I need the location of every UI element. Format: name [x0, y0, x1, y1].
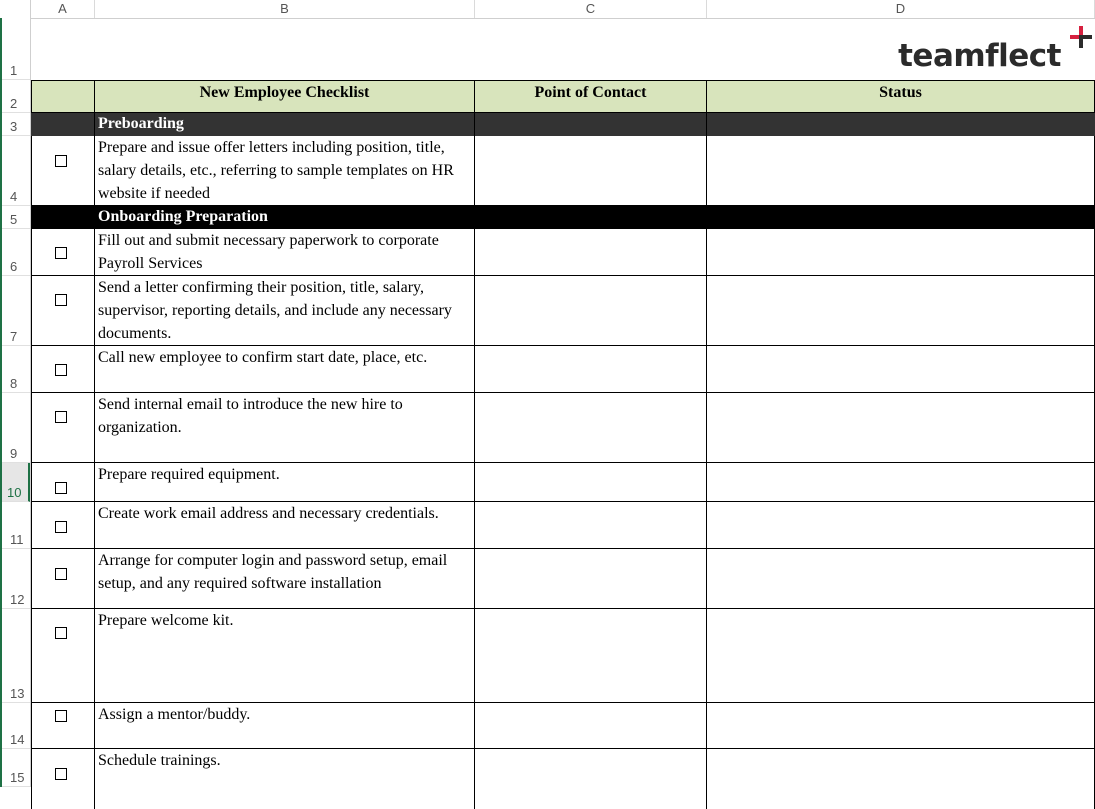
task-row — [31, 346, 1095, 393]
row-header-6[interactable]: 6 — [0, 229, 30, 276]
task-text[interactable]: Send internal email to introduce the new hire to organization. — [95, 393, 475, 463]
task-text[interactable]: Fill out and submit necessary paperwork to corporate Payroll Services — [95, 229, 475, 276]
status-cell[interactable] — [707, 749, 1095, 809]
checkbox-cell[interactable] — [31, 749, 95, 809]
task-text[interactable]: Prepare welcome kit. — [95, 609, 475, 703]
point-of-contact-cell[interactable] — [475, 549, 707, 609]
point-of-contact-cell[interactable] — [475, 502, 707, 549]
status-cell[interactable] — [707, 703, 1095, 749]
row-header-13[interactable]: 13 — [0, 609, 30, 703]
row-header-3[interactable]: 3 — [0, 113, 30, 136]
status-cell[interactable] — [707, 463, 1095, 502]
checkbox-icon[interactable] — [55, 364, 67, 376]
checkbox-icon[interactable] — [55, 247, 67, 259]
checkbox-cell[interactable] — [31, 549, 95, 609]
task-text[interactable]: Prepare required equipment. — [95, 463, 475, 502]
point-of-contact-cell[interactable] — [475, 749, 707, 809]
point-of-contact-cell[interactable] — [475, 346, 707, 393]
status-cell[interactable] — [707, 276, 1095, 346]
row-header-8[interactable]: 8 — [0, 346, 30, 393]
row-header-11[interactable]: 11 — [0, 502, 30, 549]
row-header-1[interactable]: 1 — [0, 18, 30, 80]
window-left-edge — [0, 18, 2, 787]
checkbox-icon[interactable] — [55, 627, 67, 639]
task-text[interactable]: Prepare and issue offer letters including position, title, salary details, etc., referring to sample templates on HR website if needed — [95, 136, 475, 206]
column-header-bar — [0, 0, 1095, 19]
status-cell[interactable] — [707, 502, 1095, 549]
checkbox-cell[interactable] — [31, 393, 95, 463]
task-row — [31, 749, 1095, 809]
header-cell-a[interactable] — [31, 80, 95, 113]
row-header-10[interactable]: 10 — [0, 463, 30, 502]
checkbox-cell[interactable] — [31, 229, 95, 276]
column-header-b[interactable]: B — [95, 0, 475, 18]
task-row — [31, 393, 1095, 463]
checkbox-icon[interactable] — [55, 155, 67, 167]
point-of-contact-cell[interactable] — [475, 276, 707, 346]
row-header-12[interactable]: 12 — [0, 549, 30, 609]
row-header-bar — [0, 18, 31, 787]
point-of-contact-cell[interactable] — [475, 609, 707, 703]
checkbox-cell[interactable] — [31, 609, 95, 703]
header-status[interactable]: Status — [707, 80, 1095, 113]
point-of-contact-cell[interactable] — [475, 229, 707, 276]
row-header-4[interactable]: 4 — [0, 136, 30, 206]
point-of-contact-cell[interactable] — [475, 703, 707, 749]
section-title-preboarding[interactable]: Preboarding — [95, 113, 475, 136]
row-header-9[interactable]: 9 — [0, 393, 30, 463]
section-cell-c[interactable] — [475, 113, 707, 136]
task-text[interactable]: Assign a mentor/buddy. — [95, 703, 475, 749]
checkbox-cell[interactable] — [31, 136, 95, 206]
section-row-onboarding-preparation — [31, 206, 1095, 229]
checkbox-icon[interactable] — [55, 710, 67, 722]
row-header-15[interactable]: 15 — [0, 749, 30, 787]
point-of-contact-cell[interactable] — [475, 393, 707, 463]
checkbox-icon[interactable] — [55, 768, 67, 780]
header-point-of-contact[interactable]: Point of Contact — [475, 80, 707, 113]
task-text[interactable]: Send a letter confirming their position, title, salary, supervisor, reporting details, and include any necessary documents. — [95, 276, 475, 346]
task-row — [31, 463, 1095, 502]
checkbox-icon[interactable] — [55, 411, 67, 423]
checkbox-cell[interactable] — [31, 463, 95, 502]
task-row — [31, 229, 1095, 276]
checkbox-cell[interactable] — [31, 346, 95, 393]
teamflect-logo: teamflect — [898, 38, 1061, 74]
logo-plus-icon — [1070, 26, 1092, 48]
checkbox-icon[interactable] — [55, 568, 67, 580]
status-cell[interactable] — [707, 229, 1095, 276]
spreadsheet-grid — [31, 18, 1095, 787]
status-cell[interactable] — [707, 393, 1095, 463]
task-row — [31, 502, 1095, 549]
checkbox-cell[interactable] — [31, 703, 95, 749]
point-of-contact-cell[interactable] — [475, 136, 707, 206]
column-header-a[interactable]: A — [31, 0, 95, 18]
status-cell[interactable] — [707, 609, 1095, 703]
section-cell-c[interactable] — [475, 206, 707, 229]
task-text[interactable]: Arrange for computer login and password setup, email setup, and any required software installation — [95, 549, 475, 609]
row-header-14[interactable]: 14 — [0, 703, 30, 749]
task-row — [31, 703, 1095, 749]
row-header-2[interactable]: 2 — [0, 80, 30, 113]
checkbox-icon[interactable] — [55, 294, 67, 306]
task-text[interactable]: Create work email address and necessary credentials. — [95, 502, 475, 549]
section-cell-a[interactable] — [31, 113, 95, 136]
checkbox-cell[interactable] — [31, 502, 95, 549]
column-header-d[interactable]: D — [707, 0, 1095, 18]
task-row — [31, 549, 1095, 609]
checkbox-icon[interactable] — [55, 521, 67, 533]
header-checklist[interactable]: New Employee Checklist — [95, 80, 475, 113]
row-header-7[interactable]: 7 — [0, 276, 30, 346]
row-header-5[interactable]: 5 — [0, 206, 30, 229]
section-title-onboarding-preparation[interactable]: Onboarding Preparation — [98, 208, 268, 225]
status-cell[interactable] — [707, 346, 1095, 393]
column-header-c[interactable]: C — [475, 0, 707, 18]
point-of-contact-cell[interactable] — [475, 463, 707, 502]
section-cell-d[interactable] — [707, 113, 1095, 136]
status-cell[interactable] — [707, 136, 1095, 206]
task-row — [31, 136, 1095, 206]
status-cell[interactable] — [707, 549, 1095, 609]
checkbox-cell[interactable] — [31, 276, 95, 346]
task-row — [31, 609, 1095, 703]
checkbox-icon[interactable] — [55, 482, 67, 494]
section-cell-d[interactable] — [707, 206, 1095, 229]
task-text[interactable]: Schedule trainings. — [95, 749, 475, 809]
task-row — [31, 276, 1095, 346]
select-all-corner[interactable] — [0, 0, 31, 18]
table-header-row — [31, 80, 1095, 113]
section-row-preboarding — [31, 113, 1095, 136]
task-text[interactable]: Call new employee to confirm start date, place, etc. — [95, 346, 475, 393]
section-cell-a[interactable] — [31, 206, 95, 229]
